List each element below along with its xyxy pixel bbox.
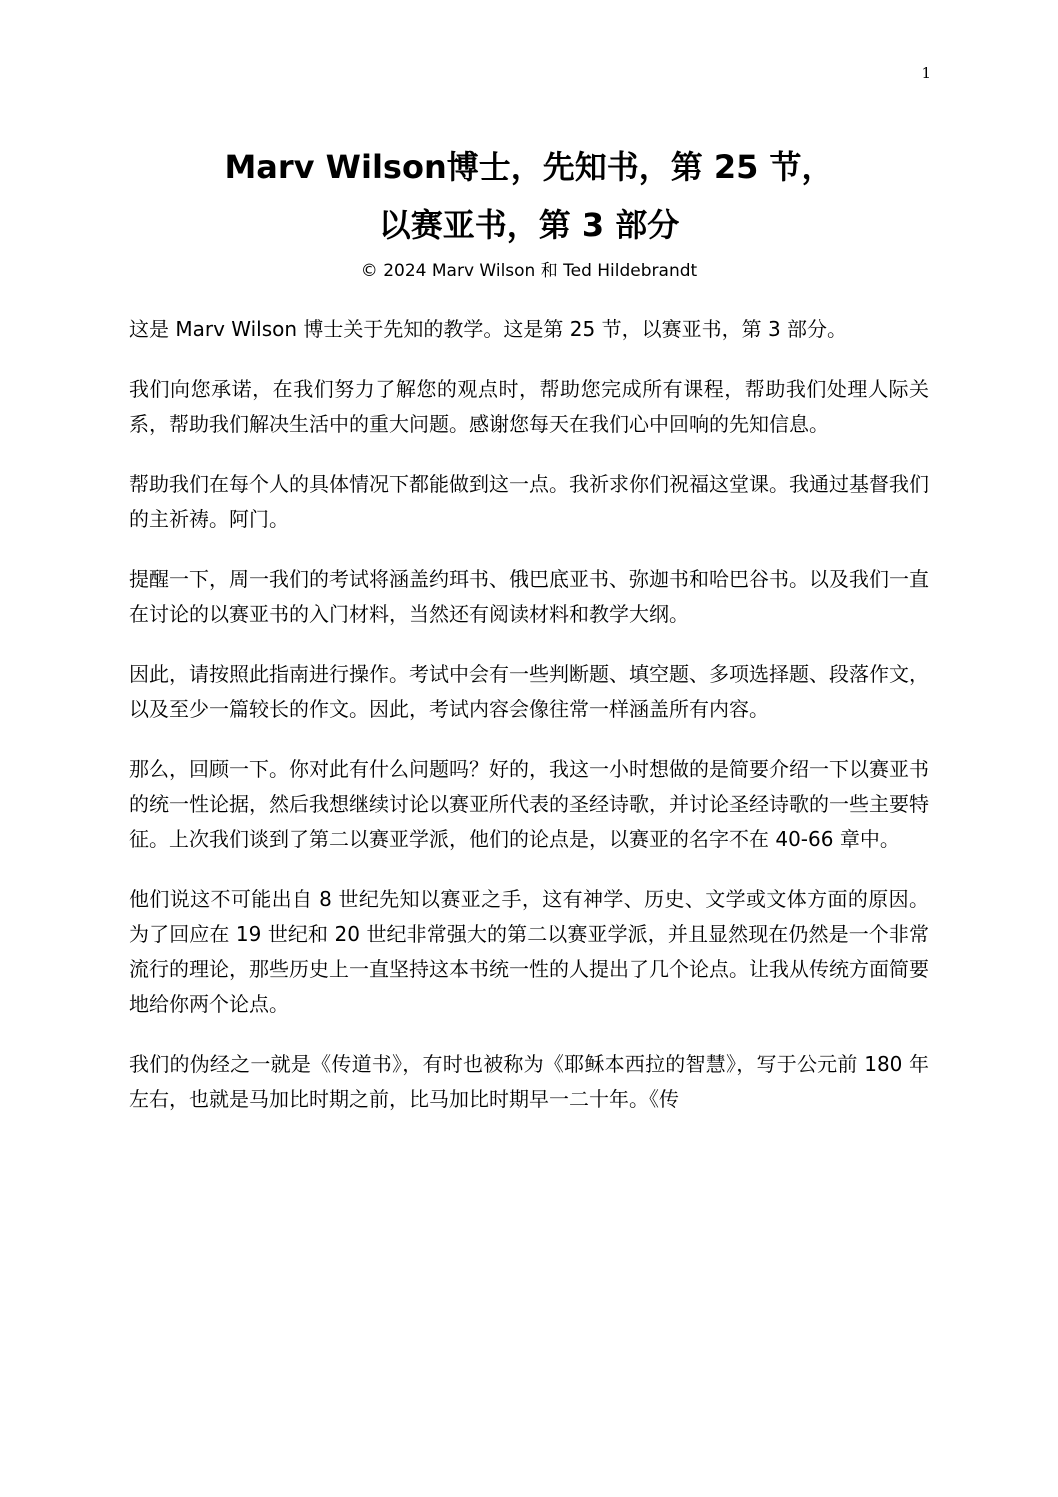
paragraph: 他们说这不可能出自 8 世纪先知以赛亚之手，这有神学、历史、文学或文体方面的原因。为了回应在 19 世纪和 20 世纪非常强大的第二以赛亚学派，并且显然现在仍然是一个非常流行的理论，那些历史上一直坚持这本书统一性的人提出了几个论点。让我从传统方面简要地给你两个论点。	[129, 887, 929, 1016]
paragraph: 帮助我们在每个人的具体情况下都能做到这一点。我祈求你们祝福这堂课。我通过基督我们的主祈祷。阿门。	[129, 472, 929, 531]
document-title-line-2: 以赛亚书，第 3 部分	[378, 206, 680, 244]
paragraph: 提醒一下，周一我们的考试将涵盖约珥书、俄巴底亚书、弥迦书和哈巴谷书。以及我们一直在讨论的以赛亚书的入门材料，当然还有阅读材料和教学大纲。	[129, 567, 929, 626]
document-body	[129, 312, 929, 1142]
document-title-line-1: Marv Wilson博士，先知书，第 25 节，	[224, 148, 834, 186]
paragraph: 那么，回顾一下。你对此有什么问题吗？好的，我这一小时想做的是简要介绍一下以赛亚书的统一性论据，然后我想继续讨论以赛亚所代表的圣经诗歌，并讨论圣经诗歌的一些主要特征。上次我们谈到了第二以赛亚学派，他们的论点是，以赛亚的名字不在 40-66 章中。	[129, 757, 929, 851]
paragraph: 我们的伪经之一就是《传道书》，有时也被称为《耶稣本西拉的智慧》，写于公元前 180 年左右，也就是马加比时期之前，比马加比时期早一二十年。《传	[129, 1052, 929, 1111]
paragraph: 我们向您承诺，在我们努力了解您的观点时，帮助您完成所有课程，帮助我们处理人际关系，帮助我们解决生活中的重大问题。感谢您每天在我们心中回响的先知信息。	[129, 377, 929, 436]
page-number: 1	[921, 64, 931, 82]
paragraph: 这是 Marv Wilson 博士关于先知的教学。这是第 25 节，以赛亚书，第 3 部分。	[129, 317, 848, 341]
paragraph: 因此，请按照此指南进行操作。考试中会有一些判断题、填空题、多项选择题、段落作文，以及至少一篇较长的作文。因此，考试内容会像往常一样涵盖所有内容。	[129, 662, 929, 721]
copyright-line: © 2024 Marv Wilson 和 Ted Hildebrandt	[360, 261, 698, 281]
